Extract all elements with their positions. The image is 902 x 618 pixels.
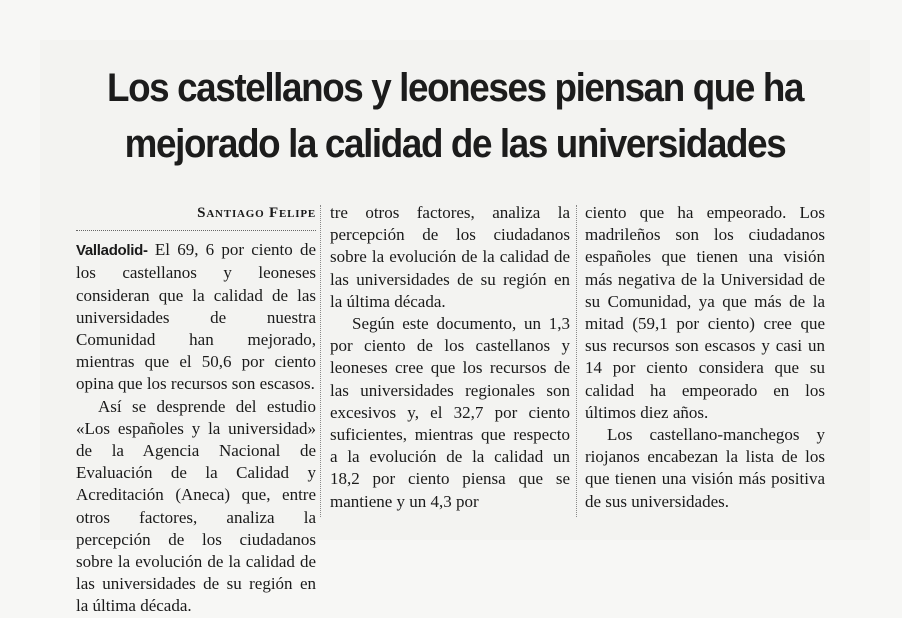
paragraph-lead [76,239,316,395]
paragraph-6: Los castellano-manchegos y riojanos encabezan la lista de los que tienen una visión más positiva de sus universidades. [585,425,825,511]
paragraph-3: tre otros factores, analiza la percepción de los ciudadanos sobre la evolución de la calidad de las universidades de su región en la última década. [330,203,570,311]
headline-line-1: Los castellanos y leoneses piensan que ha [106,66,804,110]
column-3 [585,202,825,513]
column-1 [76,202,316,616]
column-divider [576,205,577,517]
paragraph-2 [76,396,316,616]
paragraph-4: Según este documento, un 1,3 por ciento de los castellanos y leoneses cree que los recursos de las universidades regionales son excesivos y, el 32,7 por ciento suficientes, mientras que respecto a la evolución de la calidad un 18,2 por ciento piensa que se mantiene y un 4,3 por [330,314,570,511]
headline-line-2: mejorado la calidad de las universidades [124,122,786,166]
headline [73,60,837,172]
column-2 [330,202,570,513]
dateline: Valladolid- [76,242,148,260]
paragraph-5: ciento que ha empeorado. Los madrileños son los ciudadanos españoles que tienen una visión más negativa de la Universidad de su Comunidad, ya que más de la mitad (59,1 por ciento) cree que sus recursos son escasos y casi un 14 por ciento considera que su calidad ha empeorado en los últimos diez años. [585,203,825,422]
column-divider [320,205,321,517]
lead-text: El 69, 6 por ciento de los castellanos y leoneses consideran que la calidad de las universidades de nuestra Comunidad han mejorado, mientras que el 50,6 por ciento opina que los recursos son escasos. [76,240,316,394]
paragraph-2-text: Así se desprende del estudio «Los españoles y la universidad» de la Agencia Nacional de Evaluación de la Calidad y Acreditación (Aneca) que, entre otros factores, analiza la percepción de los ciudadanos sobre la evolución de la calidad de las universidades de su región en la última década. [76,396,316,616]
byline: Santiago Felipe [76,202,316,231]
